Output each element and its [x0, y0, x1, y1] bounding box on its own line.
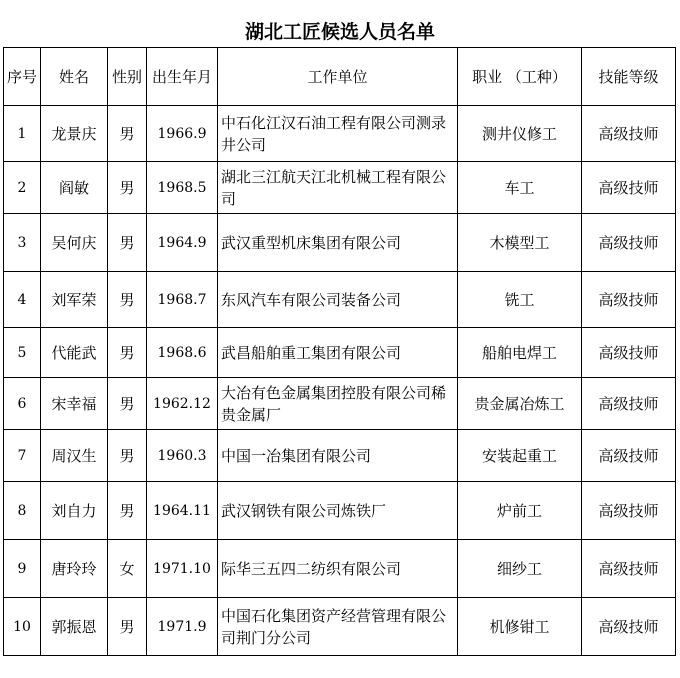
header-unit: 工作单位 [218, 48, 458, 106]
table-row [4, 430, 676, 482]
cell-birth: 1966.9 [147, 106, 218, 162]
cell-index: 2 [4, 162, 41, 214]
cell-gender: 男 [108, 272, 147, 328]
cell-index: 5 [4, 328, 41, 378]
cell-name: 宋幸福 [41, 378, 108, 430]
cell-birth: 1962.12 [147, 378, 218, 430]
cell-name: 唐玲玲 [41, 540, 108, 598]
cell-occupation: 车工 [458, 162, 582, 214]
cell-level: 高级技师 [582, 272, 676, 328]
cell-occupation: 木模型工 [458, 214, 582, 272]
cell-index: 8 [4, 482, 41, 540]
cell-level: 高级技师 [582, 430, 676, 482]
cell-name: 周汉生 [41, 430, 108, 482]
cell-unit: 武昌船舶重工集团有限公司 [218, 328, 458, 378]
cell-gender: 男 [108, 162, 147, 214]
cell-unit: 大冶有色金属集团控股有限公司稀贵金属厂 [218, 378, 458, 430]
cell-occupation: 测井仪修工 [458, 106, 582, 162]
table-row [4, 272, 676, 328]
cell-unit: 武汉钢铁有限公司炼铁厂 [218, 482, 458, 540]
cell-occupation: 机修钳工 [458, 598, 582, 656]
cell-name: 阎敏 [41, 162, 108, 214]
cell-level: 高级技师 [582, 540, 676, 598]
cell-occupation: 贵金属冶炼工 [458, 378, 582, 430]
cell-name: 刘自力 [41, 482, 108, 540]
cell-gender: 男 [108, 598, 147, 656]
cell-birth: 1968.5 [147, 162, 218, 214]
cell-name: 代能武 [41, 328, 108, 378]
table-header-row [4, 48, 676, 106]
cell-gender: 男 [108, 328, 147, 378]
cell-index: 4 [4, 272, 41, 328]
header-gender: 性别 [108, 48, 147, 106]
header-name: 姓名 [41, 48, 108, 106]
cell-index: 3 [4, 214, 41, 272]
cell-index: 9 [4, 540, 41, 598]
cell-occupation: 安装起重工 [458, 430, 582, 482]
header-index: 序号 [4, 48, 41, 106]
cell-index: 1 [4, 106, 41, 162]
cell-gender: 女 [108, 540, 147, 598]
cell-birth: 1971.9 [147, 598, 218, 656]
cell-index: 7 [4, 430, 41, 482]
candidate-table [3, 47, 676, 656]
cell-birth: 1964.11 [147, 482, 218, 540]
cell-level: 高级技师 [582, 328, 676, 378]
header-level: 技能等级 [582, 48, 676, 106]
cell-level: 高级技师 [582, 162, 676, 214]
table-row [4, 106, 676, 162]
cell-level: 高级技师 [582, 106, 676, 162]
cell-unit: 中石化江汉石油工程有限公司测录井公司 [218, 106, 458, 162]
cell-name: 吴何庆 [41, 214, 108, 272]
cell-gender: 男 [108, 378, 147, 430]
cell-occupation: 炉前工 [458, 482, 582, 540]
cell-birth: 1968.7 [147, 272, 218, 328]
cell-birth: 1968.6 [147, 328, 218, 378]
table-row [4, 598, 676, 656]
cell-unit: 际华三五四二纺织有限公司 [218, 540, 458, 598]
cell-unit: 中国一冶集团有限公司 [218, 430, 458, 482]
table-row [4, 482, 676, 540]
cell-level: 高级技师 [582, 214, 676, 272]
cell-name: 郭振恩 [41, 598, 108, 656]
cell-level: 高级技师 [582, 378, 676, 430]
cell-index: 10 [4, 598, 41, 656]
cell-gender: 男 [108, 106, 147, 162]
cell-occupation: 船舶电焊工 [458, 328, 582, 378]
cell-name: 刘军荣 [41, 272, 108, 328]
header-birth: 出生年月 [147, 48, 218, 106]
cell-birth: 1971.10 [147, 540, 218, 598]
table-row [4, 540, 676, 598]
cell-unit: 东风汽车有限公司装备公司 [218, 272, 458, 328]
cell-level: 高级技师 [582, 482, 676, 540]
table-row [4, 214, 676, 272]
cell-gender: 男 [108, 482, 147, 540]
document-title: 湖北工匠候选人员名单 [244, 21, 435, 43]
header-occupation: 职业 （工种） [458, 48, 582, 106]
cell-unit: 武汉重型机床集团有限公司 [218, 214, 458, 272]
cell-unit: 湖北三江航天江北机械工程有限公司 [218, 162, 458, 214]
cell-gender: 男 [108, 214, 147, 272]
cell-occupation: 细纱工 [458, 540, 582, 598]
cell-level: 高级技师 [582, 598, 676, 656]
cell-occupation: 铣工 [458, 272, 582, 328]
table-row [4, 328, 676, 378]
cell-unit: 中国石化集团资产经营管理有限公司荆门分公司 [218, 598, 458, 656]
table-row [4, 162, 676, 214]
cell-name: 龙景庆 [41, 106, 108, 162]
cell-index: 6 [4, 378, 41, 430]
cell-birth: 1964.9 [147, 214, 218, 272]
cell-birth: 1960.3 [147, 430, 218, 482]
table-row [4, 378, 676, 430]
cell-gender: 男 [108, 430, 147, 482]
